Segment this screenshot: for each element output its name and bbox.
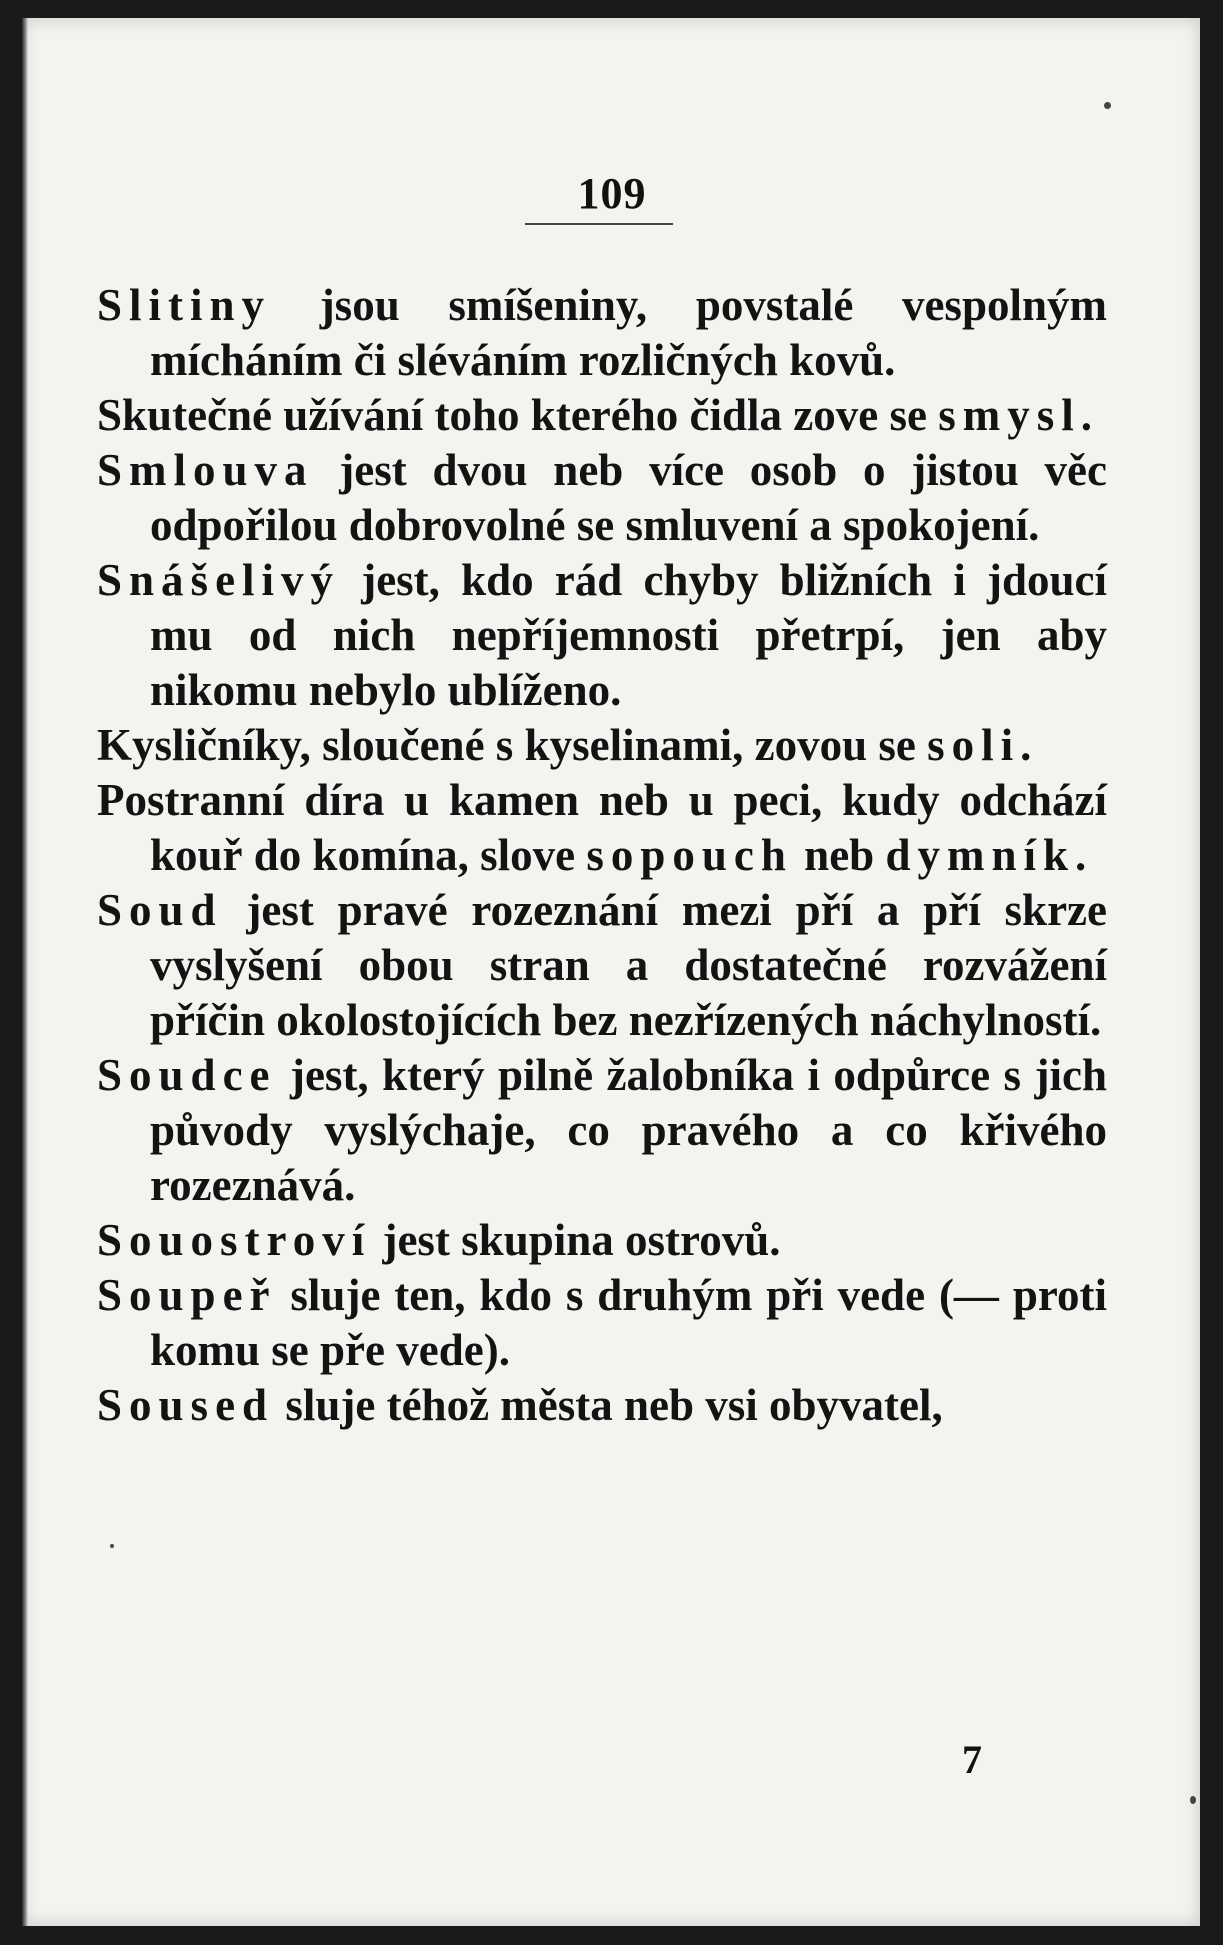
- entry-souostrovi: [97, 1213, 1107, 1268]
- entry-smysl: [97, 388, 1107, 443]
- page-number-rule: [525, 223, 673, 225]
- entry-term: smysl: [938, 390, 1081, 440]
- entry-text: Kysličníky, sloučené s kyselinami, zovou se: [97, 720, 928, 770]
- entry-soli: [97, 718, 1107, 773]
- entry-head: Smlouva: [97, 445, 314, 495]
- paper-speck: [1104, 102, 1111, 109]
- entry-text: jest skupina ostrovů.: [371, 1215, 781, 1265]
- entry-text: jest, který pilně žalobníka i odpůrce s jich původy vyslýchaje, co pravého a co křivého rozeznává.: [150, 1050, 1107, 1210]
- entry-head: Soused: [97, 1380, 275, 1430]
- entry-text: jsou smíšeniny, povstalé vespolným: [271, 280, 1107, 330]
- entry-head: Snášelivý: [97, 555, 341, 605]
- page-spine-edge: [22, 18, 28, 1926]
- dictionary-text: [97, 278, 1107, 1433]
- entry-text: .: [1080, 390, 1092, 440]
- paper-speck: [1190, 1796, 1196, 1804]
- entry-text: mícháním či sléváním rozličných kovů.: [150, 335, 896, 385]
- entry-term: dymník: [885, 830, 1076, 880]
- entry-head: Soud: [97, 885, 223, 935]
- entry-head: Soudce: [97, 1050, 277, 1100]
- entry-text: sluje ten, kdo s druhým při vede (— proti komu se pře vede).: [150, 1270, 1107, 1375]
- page-number: 109: [577, 169, 647, 218]
- book-page: [22, 18, 1200, 1926]
- entry-term: soli: [927, 720, 1021, 770]
- entry-soud: [97, 883, 1107, 1048]
- entry-head: Soupeř: [97, 1270, 277, 1320]
- entry-text: .: [1075, 830, 1087, 880]
- entry-text: jest pravé rozeznání mezi pří a pří skrze vyslyšení obou stran a dostatečné rozvážení příčin okolostojících bez nezřízených náchylností.: [150, 885, 1107, 1045]
- entry-head: Slitiny: [97, 280, 272, 330]
- entry-souper: [97, 1268, 1107, 1378]
- entry-sopouch: [97, 773, 1107, 883]
- paper-speck: [110, 1544, 114, 1548]
- entry-slitiny: [97, 278, 1107, 388]
- entry-text: jest, kdo rád chyby bližních i jdoucí mu od nich nepříjemnosti přetrpí, jen aby nikomu nebylo ublíženo.: [150, 555, 1107, 715]
- entry-smlouva: [97, 443, 1107, 553]
- entry-soused: [97, 1378, 1107, 1433]
- entry-text: Postranní díra u kamen neb u peci, kudy odchází kouř do komína, slove: [97, 775, 1107, 880]
- entry-head: Souostroví: [97, 1215, 372, 1265]
- signature-mark: 7: [962, 1737, 982, 1782]
- entry-text: .: [1020, 720, 1032, 770]
- entry-term: sopouch: [586, 830, 793, 880]
- entry-text: jest dvou neb více osob o jistou věc odpořilou dobrovolné se smluvení a spokojení.: [150, 445, 1107, 550]
- entry-soudce: [97, 1048, 1107, 1213]
- entry-snaselivy: [97, 553, 1107, 718]
- entry-text: Skutečné užívání toho kterého čidla zove se: [97, 390, 939, 440]
- entry-text: sluje téhož města neb vsi obyvatel,: [274, 1380, 943, 1430]
- entry-text: neb: [792, 830, 886, 880]
